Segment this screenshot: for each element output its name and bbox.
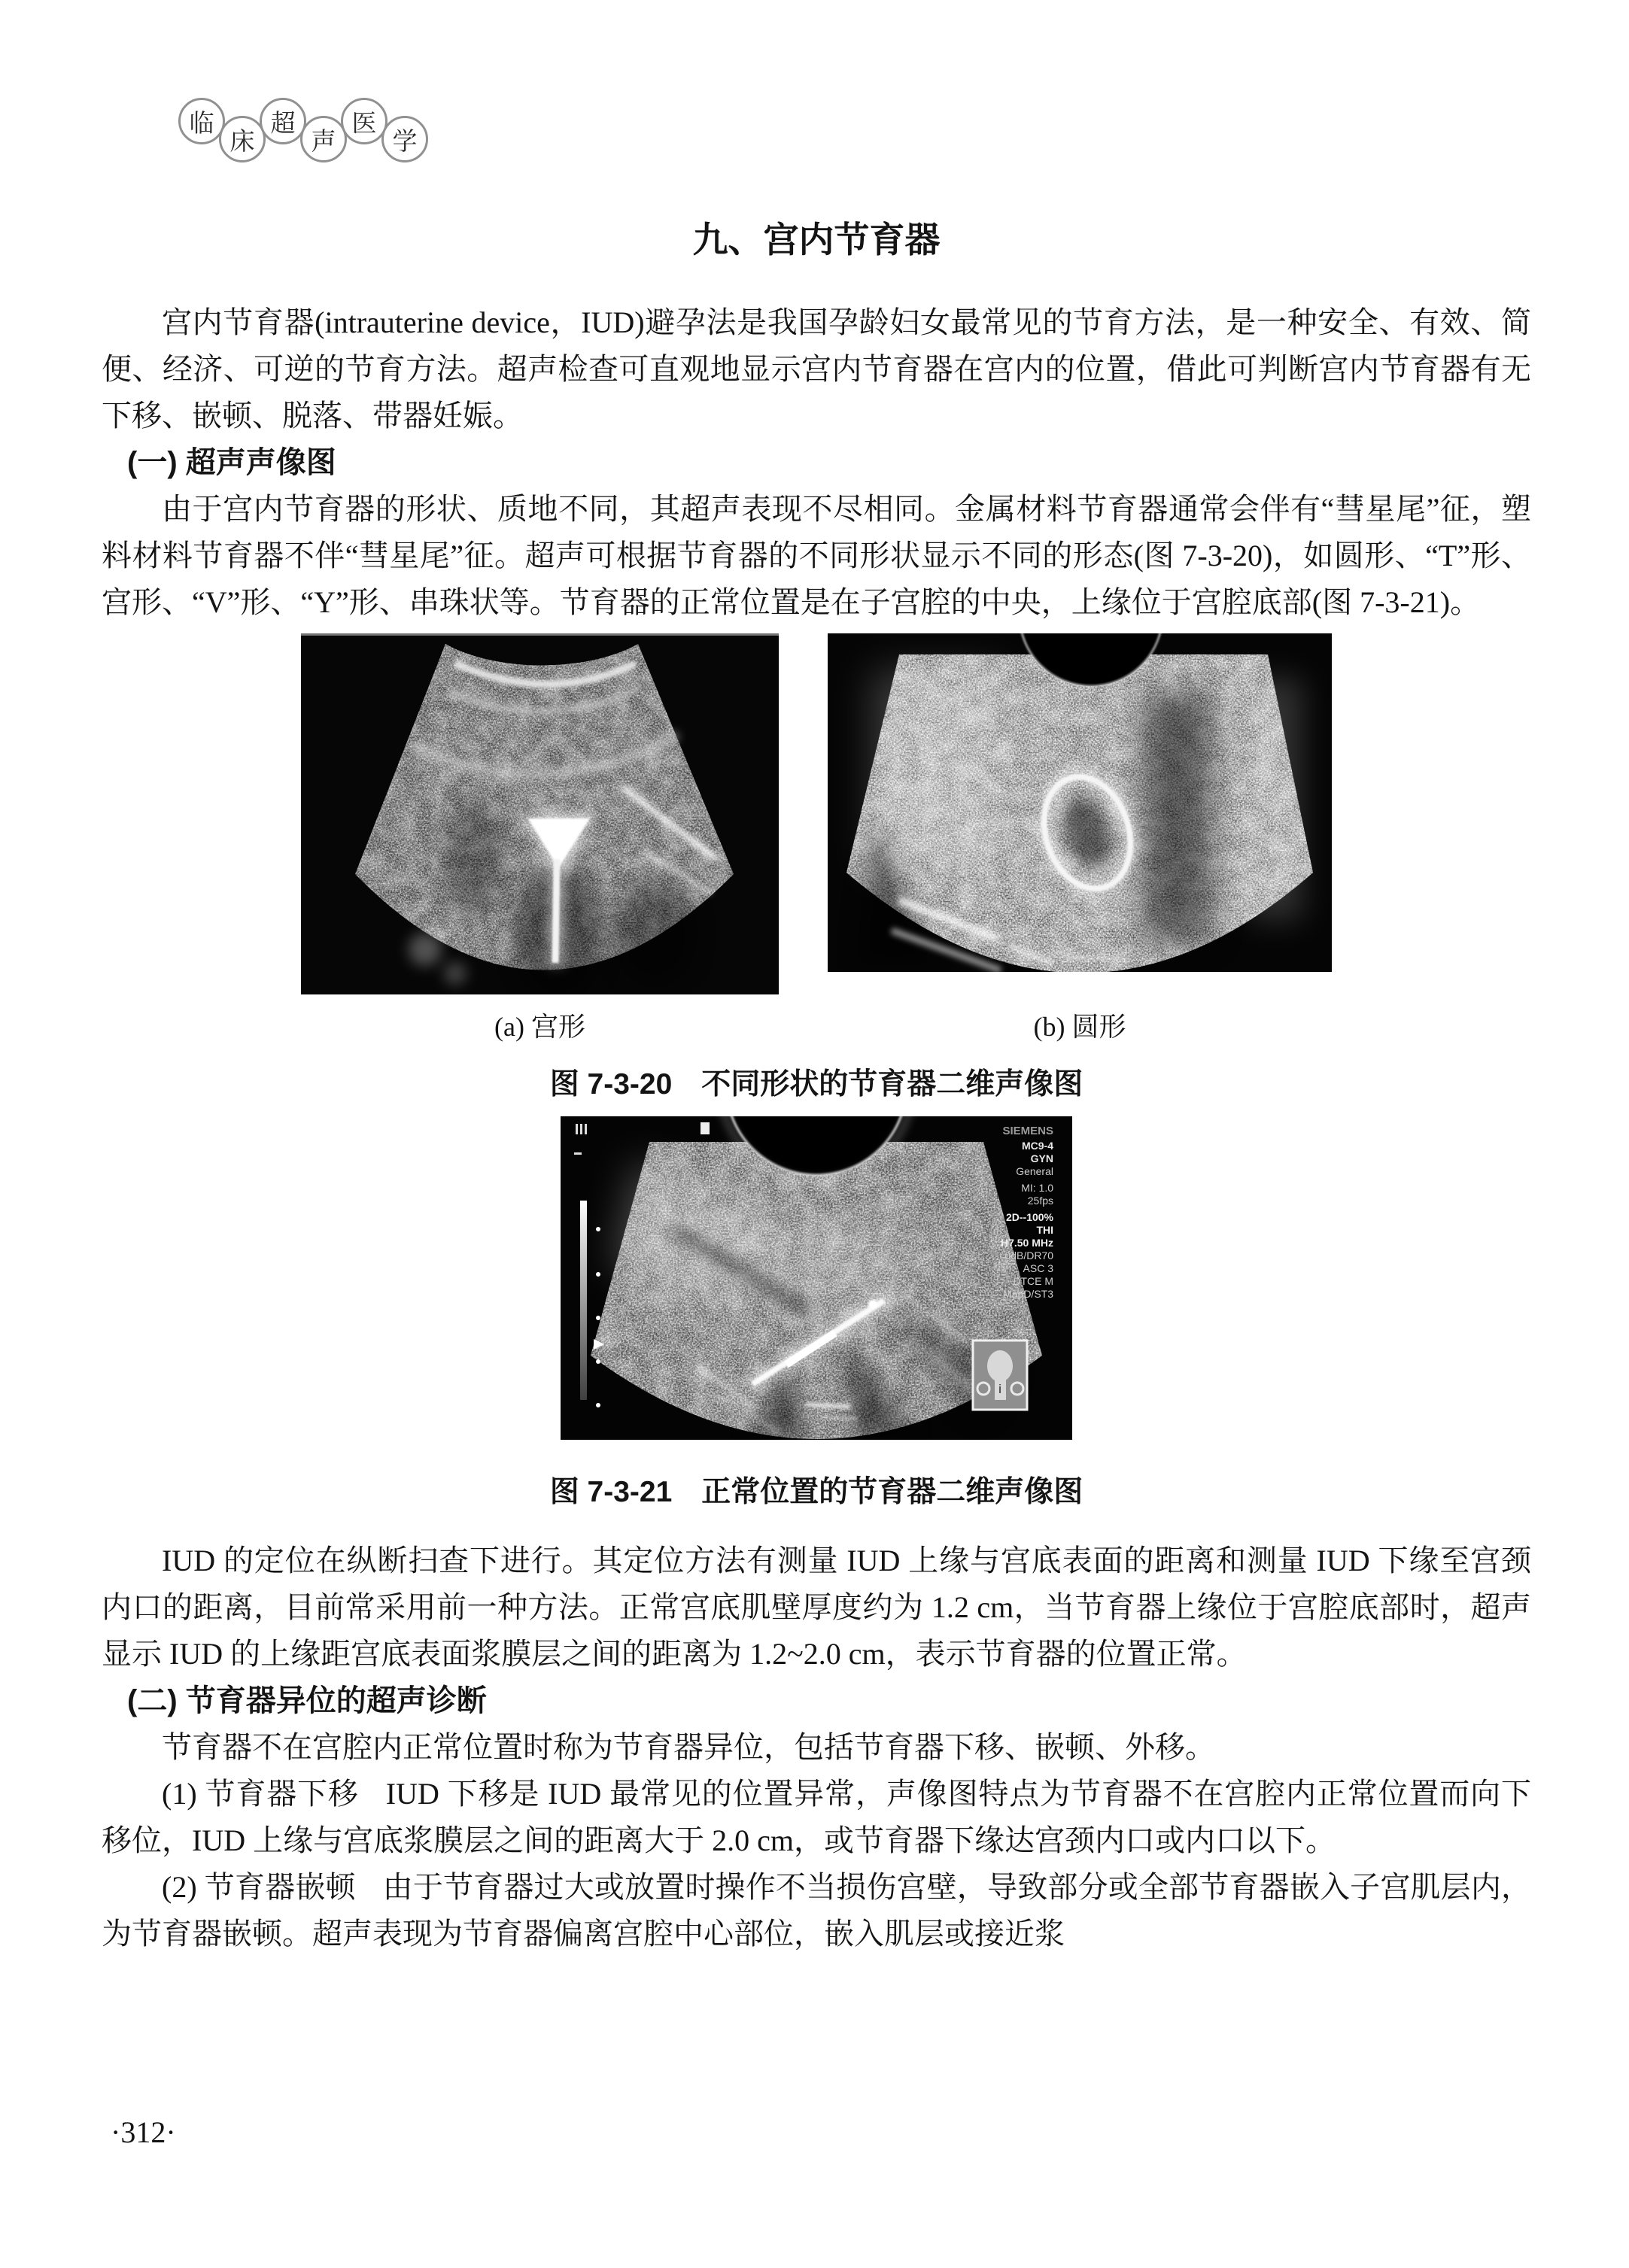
ultrasound-image-normal-iud: [561, 1116, 1072, 1440]
logo-char: 临: [189, 110, 214, 138]
heading-sonogram: (一) 超声声像图: [127, 446, 336, 479]
overlay-line: DTCE M: [1013, 1275, 1053, 1287]
overlay-line: 2D--100%: [1005, 1211, 1053, 1223]
paragraph-intro: 宫内节育器(intrauterine device，IUD)避孕法是我国孕龄妇女最常见的节育方法，是一种安全、有效、简便、经济、可逆的节育方法。超声检查可直观地显示宫内节育器在宫内的位置，借此可判断宫内节育器有无下移、嵌顿、脱落、带器妊娠。: [102, 305, 1531, 433]
logo-char: 床: [229, 128, 255, 156]
overlay-line: General: [1016, 1165, 1053, 1177]
paragraph-ectopic-intro: 节育器不在宫腔内正常位置时称为节育器异位，包括节育器下移、嵌顿、外移。: [162, 1730, 1215, 1764]
logo-char: 声: [311, 128, 336, 156]
section-title: 九、宫内节育器: [692, 221, 941, 260]
overlay-line: 25fps: [1027, 1195, 1053, 1207]
page-number: ·312·: [111, 2115, 176, 2149]
overlay-line: MI: 1.0: [1021, 1182, 1053, 1194]
paragraph-iud-incarceration: [102, 1864, 1531, 1957]
overlay-brand: SIEMENS: [1002, 1125, 1053, 1137]
overlay-line: MC9-4: [1021, 1140, 1053, 1152]
body-marker-icon: [973, 1340, 1027, 1410]
overlay-line: 0dB/DR70: [1004, 1249, 1053, 1262]
heading-ectopic-iud: (二) 节育器异位的超声诊断: [127, 1684, 487, 1717]
overlay-line: THI: [1036, 1224, 1053, 1236]
subcaption-b: (b) 圆形: [1033, 1012, 1126, 1042]
paragraph-iud-location: IUD 的定位在纵断扫查下进行。其定位方法有测量 IUD 上缘与宫底表面的距离和测量 IUD 下缘至宫颈内口的距离，目前常采用前一种方法。正常宫底肌壁厚度约为 1.2 cm，当节育器上缘位于宫腔底部时，超声显示 IUD 的上缘距宫底表面浆膜层之间的距离为 1.2~2.0 cm，表示节育器的位置正常。: [102, 1544, 1531, 1671]
item-label-1: (1) 节育器下移: [162, 1777, 359, 1811]
figure-7-3-20-subcaptions: [301, 1008, 1531, 1046]
item-text-1: IUD 下移是 IUD 最常见的位置异常，声像图特点为节育器不在宫腔内正常位置而向下移位，IUD 上缘与宫底浆膜层之间的距离大于 2.0 cm，或节育器下缘达宫颈内口或内口以下。: [102, 1777, 1532, 1857]
logo-char-icon: [300, 116, 347, 162]
logo-char: 学: [392, 128, 418, 156]
logo-char-icon: [260, 98, 306, 144]
overlay-line: GYN: [1030, 1152, 1053, 1164]
figure-7-3-21: [561, 1116, 1072, 1440]
overlay-line: MapD/ST3: [1003, 1288, 1053, 1300]
subcaption-a: (a) 宫形: [494, 1012, 585, 1042]
overlay-line: ASC 3: [1023, 1262, 1053, 1274]
body-marker-label: i: [998, 1382, 1001, 1396]
page-content: [102, 220, 1531, 1957]
logo-char: 医: [351, 110, 377, 138]
item-text-2: 由于节育器过大或放置时操作不当损伤宫壁，导致部分或全部节育器嵌入子宫肌层内，为节育器嵌顿。超声表现为节育器偏离宫腔中心部位，嵌入肌层或接近浆: [102, 1870, 1532, 1951]
overlay-line: H7.50 MHz: [1000, 1237, 1053, 1249]
paragraph-shapes: 由于宫内节育器的形状、质地不同，其超声表现不尽相同。金属材料节育器通常会伴有“彗星尾”征，塑料材料节育器不伴“彗星尾”征。超声可根据节育器的不同形状显示不同的形态(图 7-3-20)，如圆形、“T”形、宫形、“V”形、“Y”形、串珠状等。节育器的正常位置是在子宫腔的中央，上缘位于宫腔底部(图 7-3-21)。: [102, 492, 1531, 619]
logo-char-icon: [178, 98, 225, 144]
book-logo: [178, 98, 428, 162]
paragraph-iud-descent: [102, 1771, 1531, 1864]
logo-char-icon: [219, 116, 266, 162]
logo-char-icon: [381, 116, 428, 162]
ultrasound-image-ring-shape: [828, 633, 1332, 972]
item-label-2: (2) 节育器嵌顿: [162, 1870, 356, 1904]
ultrasound-image-gong-shape: [301, 633, 779, 994]
figure-7-3-20: [301, 633, 1531, 994]
logo-char-icon: [341, 98, 387, 144]
figure-7-3-20-caption: 图 7-3-20 不同形状的节育器二维声像图: [549, 1068, 1083, 1101]
logo-char: 超: [270, 110, 296, 138]
depth-scale-bar: [580, 1201, 587, 1400]
figure-7-3-21-caption: 图 7-3-21 正常位置的节育器二维声像图: [549, 1476, 1083, 1508]
